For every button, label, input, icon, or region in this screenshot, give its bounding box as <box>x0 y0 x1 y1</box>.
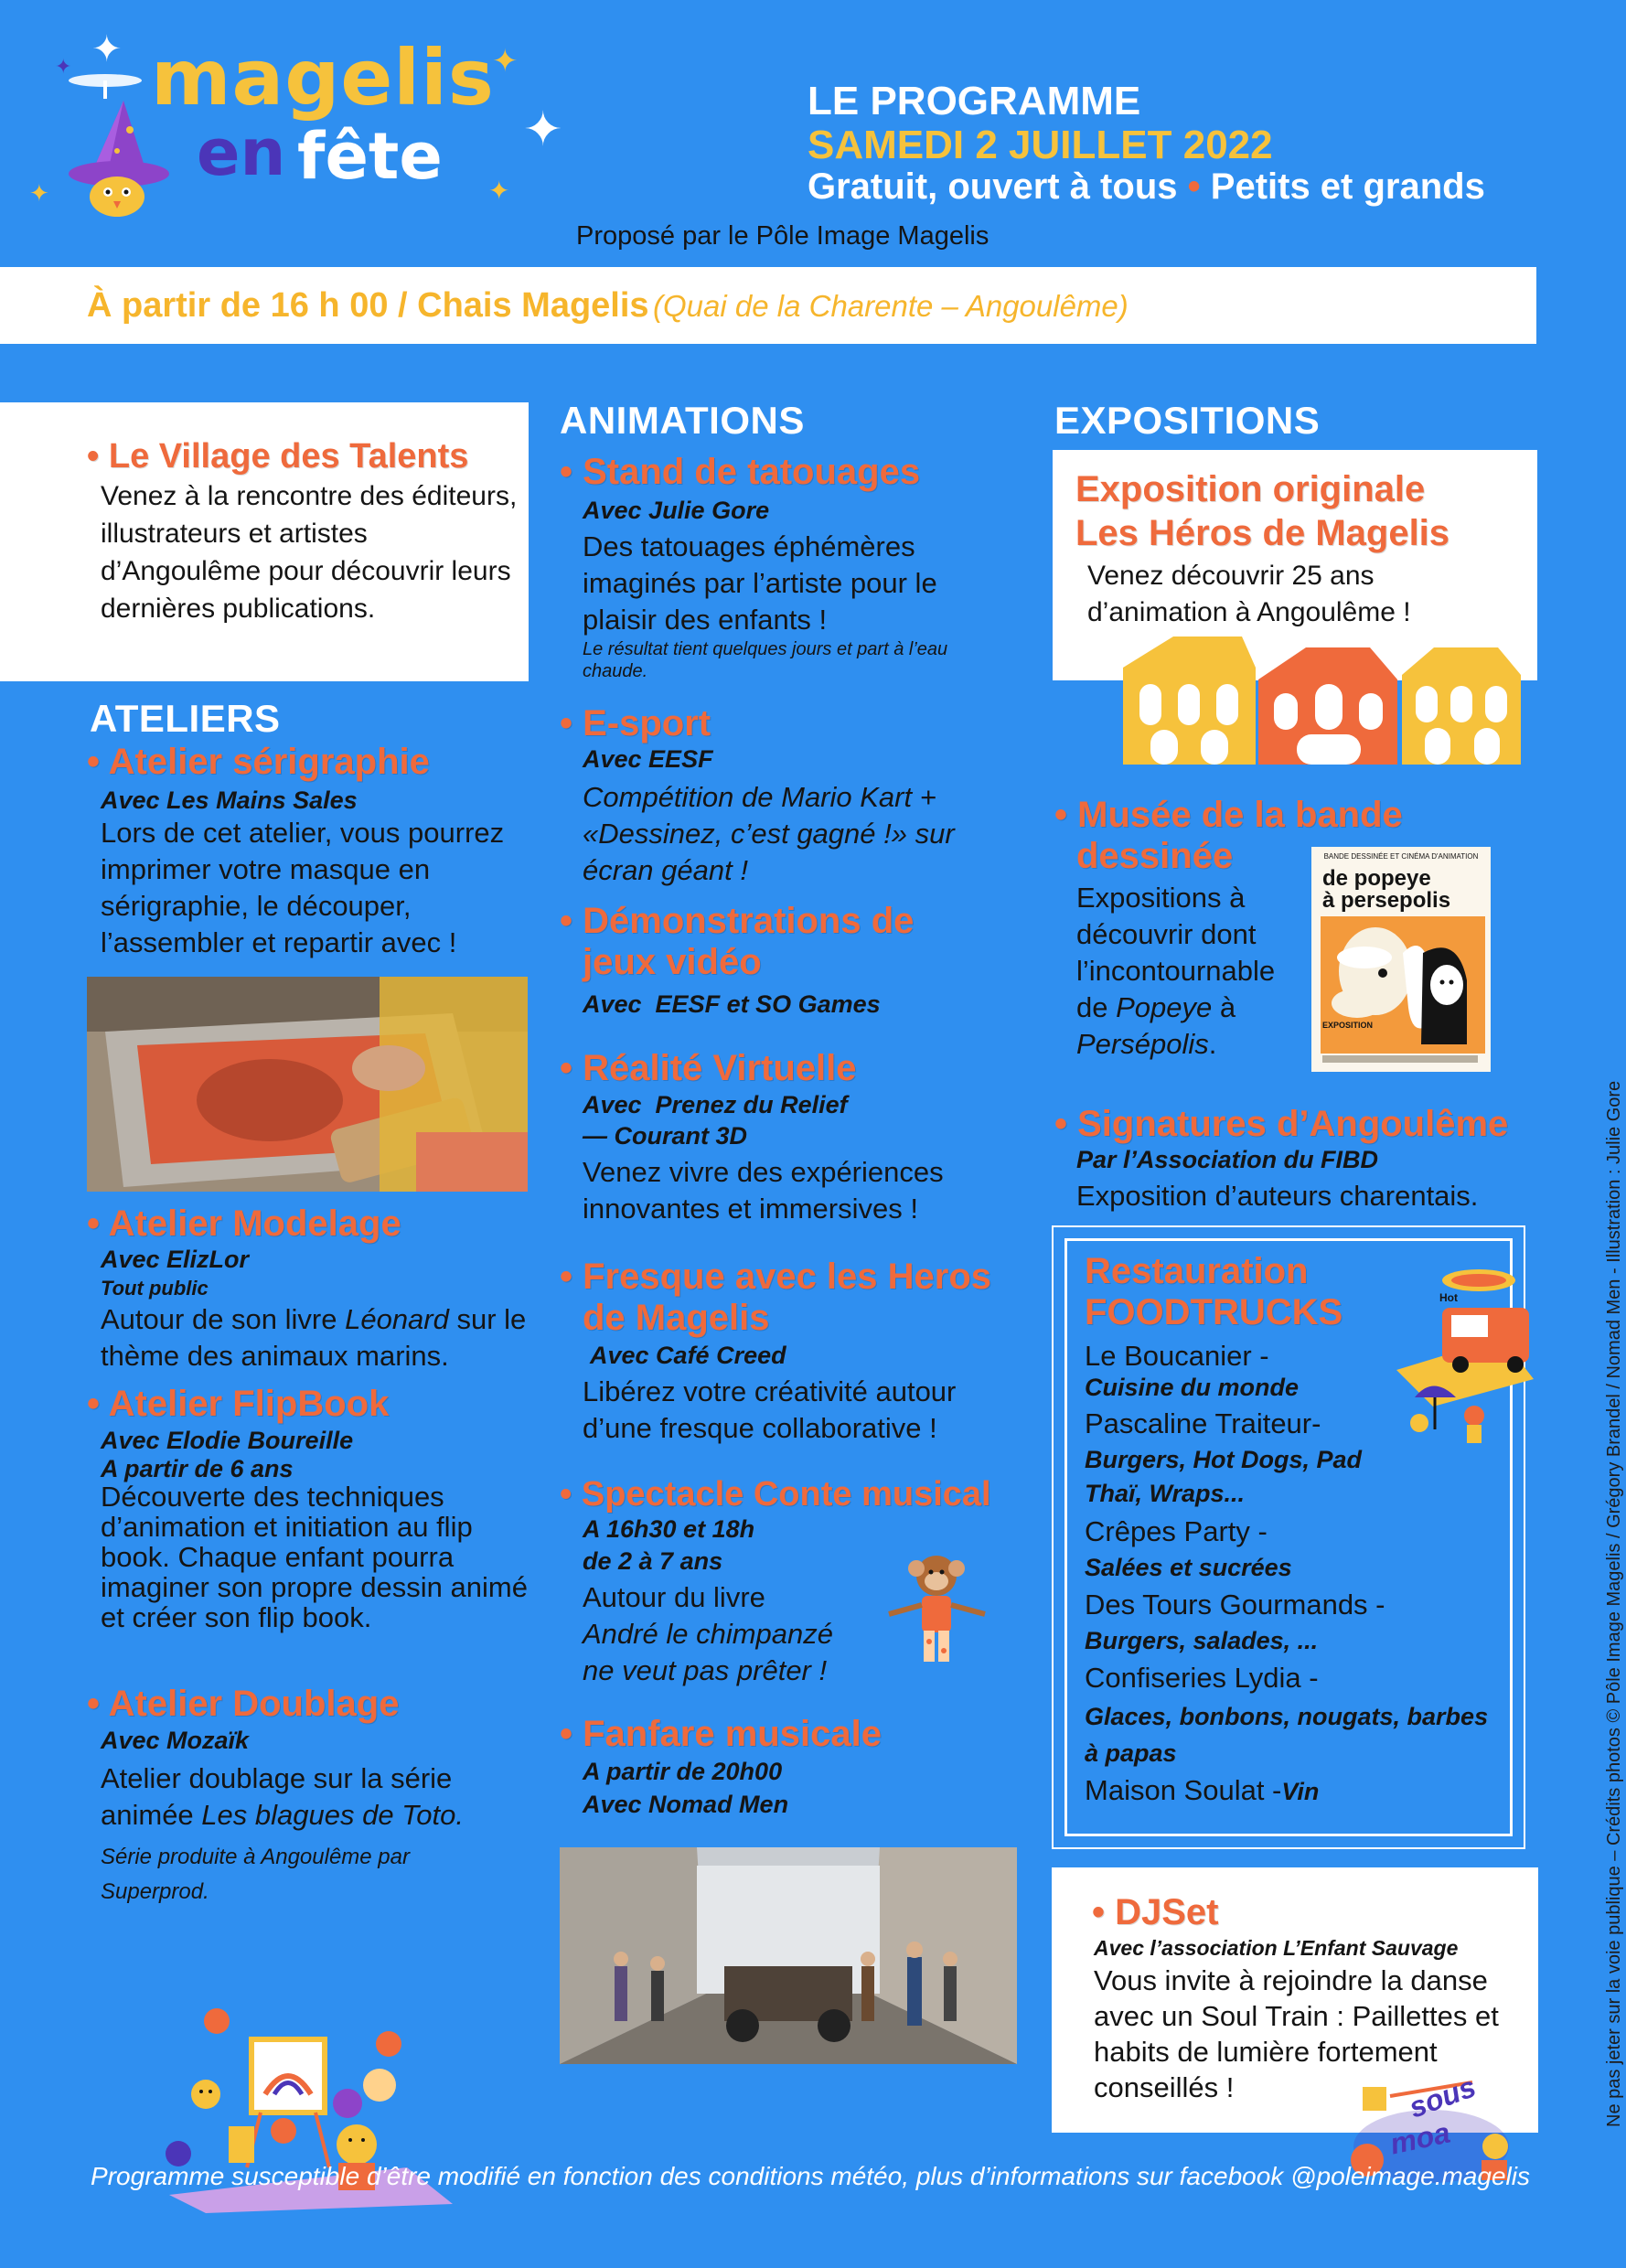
anim-conte-text-1: Autour du livre <box>583 1581 765 1613</box>
food-item-desc: Glaces, bonbons, nougats, barbes à papas <box>1085 1703 1489 1767</box>
expo-heros-text: Venez découvrir 25 ans d’animation à Angoulême ! <box>1087 561 1411 627</box>
anim-conte-time: A 16h30 et 18h <box>583 1515 755 1543</box>
ateliers-heading: ATELIERS <box>90 697 281 740</box>
anim-conte-age: de 2 à 7 ans <box>583 1547 723 1575</box>
anim-tatouages-text: Des tatouages éphémères imaginés par l’artiste pour le plaisir des enfants ! <box>583 530 937 636</box>
footer-note: Programme susceptible d’être modifié en fonction des conditions météo, plus d’informations sur facebook @poleimage.magelis <box>91 2162 1530 2190</box>
food-item-name: Des Tours Gourmands - <box>1085 1589 1385 1621</box>
poster-title-2: à persepolis <box>1322 888 1451 913</box>
animations-heading: ANIMATIONS <box>560 399 805 442</box>
sparkle-icon: ✦ <box>91 29 123 70</box>
expo-musee-title-1: • Musée de la bande <box>1054 795 1403 835</box>
fanfare-photo <box>560 1847 1017 2064</box>
djset-title: • DJSet <box>1092 1892 1219 1932</box>
anim-tatouages-title: • Stand de tatouages <box>560 452 921 492</box>
atelier-doublage-title: • Atelier Doublage <box>87 1684 400 1724</box>
proposed-by: Proposé par le Pôle Image Magelis <box>576 221 990 251</box>
tagline <box>808 165 1485 209</box>
food-item-desc: Burgers, salades, ... <box>1085 1627 1319 1654</box>
anim-fanfare-title: • Fanfare musicale <box>560 1714 882 1754</box>
event-date: SAMEDI 2 JUILLET 2022 <box>808 123 1273 167</box>
atelier-modelage-public: Tout public <box>101 1277 209 1300</box>
atelier-doublage-with: Avec Mozaïk <box>101 1727 250 1754</box>
dj-doodle-word-1: sous <box>1404 2070 1481 2124</box>
programme-title: LE PROGRAMME <box>808 79 1141 123</box>
anim-conte-text-3: ne veut pas prêter ! <box>583 1654 828 1686</box>
djset-text: Vous invite à rejoindre la danse avec un Soul Train : Paillettes et habits de lumière fortement conseillés ! <box>1094 1964 1499 2103</box>
anim-fresque-text: Libérez votre créativité autour d’une fresque collaborative ! <box>583 1375 957 1444</box>
anim-tatouages-note: Le résultat tient quelques jours et part à l’eau chaude. <box>583 639 948 681</box>
expo-signatures-with: Par l’Association du FIBD <box>1076 1146 1379 1173</box>
atelier-doublage-note: Série produite à Angoulême par Superprod. <box>101 1845 410 1904</box>
tagline-audience: Petits et grands <box>1210 166 1485 207</box>
poster-title-1: de popeye <box>1322 866 1431 891</box>
screenprint-photo-image <box>87 977 528 1192</box>
anim-fresque-title-2: de Magelis <box>583 1298 770 1338</box>
anim-conte-title: • Spectacle Conte musical <box>560 1475 991 1514</box>
djset-with: Avec l’association L’Enfant Sauvage <box>1094 1936 1459 1960</box>
food-item-name: Maison Soulat -Vin <box>1085 1774 1320 1806</box>
tagline-bullet: • <box>1187 166 1201 207</box>
fanfare-photo-image <box>560 1847 1017 2064</box>
atelier-modelage-text: Autour de son livre Léonard sur le thème des animaux marins. <box>101 1303 527 1372</box>
anim-esport-text: Compétition de Mario Kart + «Dessinez, c’est gagné !» sur écran géant ! <box>583 781 955 886</box>
restauration-title-1: Restauration <box>1085 1251 1309 1291</box>
village-box <box>0 402 529 681</box>
expo-musee-text: Expositions à découvrir dont l’incontournable de Popeye à Persépolis. <box>1076 882 1276 1060</box>
anim-fanfare-with: Avec Nomad Men <box>583 1791 789 1818</box>
screenprint-photo <box>87 977 528 1192</box>
sparkle-icon: ✦ <box>29 179 49 207</box>
anim-fresque-title-1: • Fresque avec les Heros <box>560 1257 992 1297</box>
anim-vr-title: • Réalité Virtuelle <box>560 1048 857 1088</box>
sparkle-icon: ✦ <box>492 44 519 79</box>
expo-heros-title-2: Les Héros de Magelis <box>1075 513 1450 553</box>
village-text: Venez à la rencontre des éditeurs, illustrateurs et artistes d’Angoulême pour découvrir leurs dernières publications. <box>101 481 518 624</box>
poster-expo-label: EXPOSITION <box>1322 1021 1374 1030</box>
logo-en: en <box>197 115 286 190</box>
atelier-flipbook-text: Découverte des techniques d’animation et initiation au flip book. Chaque enfant pourra imaginer son propre dessin animé et créer son flip book. <box>101 1481 528 1633</box>
poster-top-text: BANDE DESSINÉE ET CINÉMA D'ANIMATION <box>1323 852 1479 861</box>
restauration-title-2: FOODTRUCKS <box>1085 1292 1343 1332</box>
anim-tatouages-with: Avec Julie Gore <box>583 497 770 524</box>
anim-demos-title-1: • Démonstrations de <box>560 901 915 941</box>
atelier-seri-with: Avec Les Mains Sales <box>101 786 358 814</box>
time-place-banner <box>0 267 1536 344</box>
expo-musee-title-2: dessinée <box>1076 836 1234 876</box>
anim-fanfare-time: A partir de 20h00 <box>583 1758 783 1785</box>
tagline-free: Gratuit, ouvert à tous <box>808 166 1178 207</box>
food-item-desc: Salées et sucrées <box>1085 1554 1292 1581</box>
foodtruck-sign: Hot <box>1439 1291 1458 1304</box>
sparkle-icon: ✦ <box>55 55 72 78</box>
anim-esport-with: Avec EESF <box>583 745 713 773</box>
village-title: • Le Village des Talents <box>87 437 469 476</box>
food-item-name: Crêpes Party - <box>1085 1515 1268 1547</box>
popeye-persepolis-poster <box>1311 847 1491 1072</box>
anim-vr-with-2: — Courant 3D <box>583 1122 748 1150</box>
food-item-desc: Burgers, Hot Dogs, Pad Thaï, Wraps... <box>1085 1446 1363 1507</box>
anim-conte-text-2: André le chimpanzé <box>583 1618 833 1650</box>
dj-doodle-word-2: moa <box>1386 2115 1453 2161</box>
atelier-doublage-text: Atelier doublage sur la série animée Les blagues de Toto. <box>101 1762 464 1831</box>
atelier-flipbook-age: A partir de 6 ans <box>101 1455 294 1482</box>
sparkle-icon: ✦ <box>523 103 563 156</box>
popeye-illustration <box>1321 916 1485 1054</box>
atelier-modelage-title: • Atelier Modelage <box>87 1204 401 1244</box>
anim-demos-title-2: jeux vidéo <box>583 942 762 982</box>
banner-time-place: À partir de 16 h 00 / Chais Magelis <box>87 286 649 325</box>
logo-magelis: magelis <box>151 33 495 123</box>
food-item-name: Le Boucanier - <box>1085 1340 1269 1372</box>
expo-signatures-title: • Signatures d’Angoulême <box>1054 1104 1509 1144</box>
logo-fete: fête <box>297 119 443 194</box>
expo-signatures-text: Exposition d’auteurs charentais. <box>1076 1180 1479 1212</box>
food-item-name: Pascaline Traiteur- <box>1085 1407 1321 1439</box>
atelier-seri-title: • Atelier sérigraphie <box>87 742 430 782</box>
anim-vr-with-1: Avec Prenez du Relief <box>583 1091 848 1118</box>
anim-fresque-with: Avec Café Creed <box>590 1342 786 1369</box>
monkey-illustration <box>880 1550 994 1669</box>
anim-demos-with: Avec EESF et SO Games <box>583 990 881 1018</box>
anim-esport-title: • E-sport <box>560 703 711 744</box>
atelier-flipbook-with: Avec Elodie Boureille <box>101 1427 354 1454</box>
atelier-modelage-with: Avec ElizLor <box>101 1246 250 1273</box>
expo-heros-title-1: Exposition originale <box>1075 469 1426 509</box>
anim-vr-text: Venez vivre des expériences innovantes et immersives ! <box>583 1156 944 1225</box>
foodtruck-illustration <box>1392 1260 1538 1452</box>
food-item-desc: Cuisine du monde <box>1085 1374 1300 1401</box>
expositions-heading: EXPOSITIONS <box>1054 399 1321 442</box>
banner-location: (Quai de la Charente – Angoulême) <box>653 289 1129 323</box>
atelier-seri-text: Lors de cet atelier, vous pourrez imprimer votre masque en sérigraphie, le découper, l’assembler et repartir avec ! <box>101 817 505 958</box>
atelier-flipbook-title: • Atelier FlipBook <box>87 1384 390 1424</box>
heros-buildings-illustration <box>1123 629 1525 766</box>
food-item-name: Confiseries Lydia - <box>1085 1662 1319 1694</box>
sparkle-icon: ✦ <box>488 177 510 205</box>
side-credit: Ne pas jeter sur la voie publique – Crédits photos © Pôle Image Magelis / Grégory Brandel / Nomad Men - Illustration : Julie Gore <box>1604 1080 1624 2127</box>
